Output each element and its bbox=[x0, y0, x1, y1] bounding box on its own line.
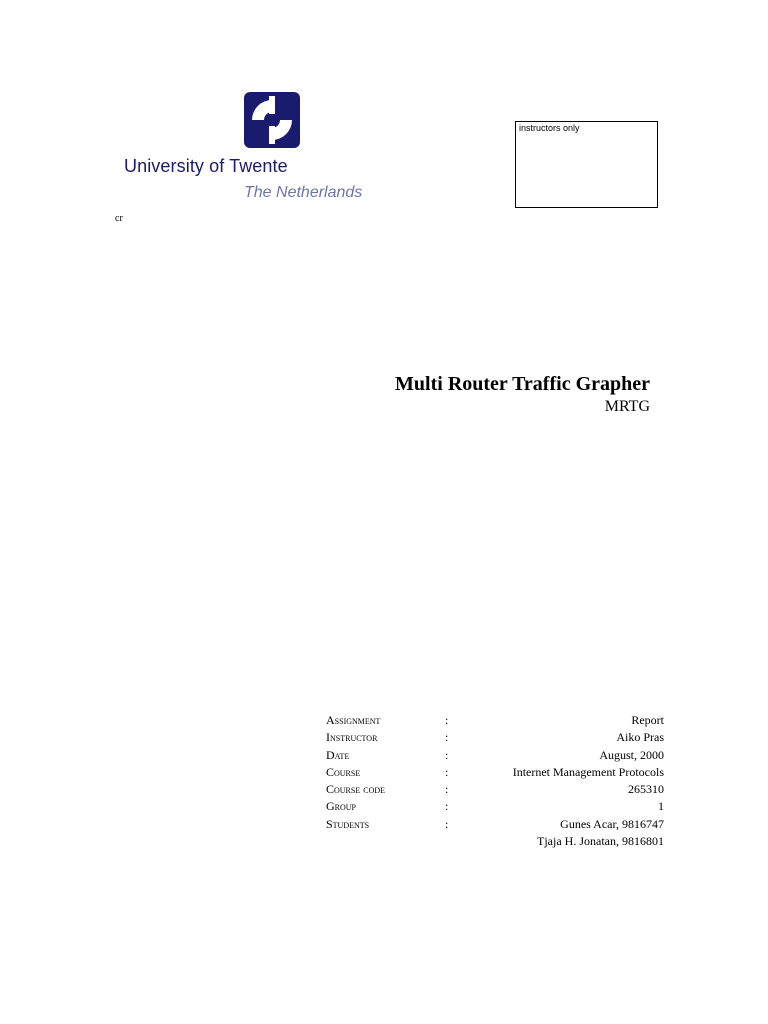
info-separator-empty bbox=[445, 834, 465, 851]
info-separator: : bbox=[445, 747, 449, 762]
info-separator: : bbox=[445, 713, 449, 727]
instructors-only-label: instructors only bbox=[519, 123, 580, 133]
info-separator: : bbox=[445, 782, 449, 797]
info-key: Students bbox=[326, 816, 370, 831]
instructors-only-box bbox=[515, 121, 658, 208]
small-mark: cr bbox=[115, 213, 123, 224]
info-value: Aiko Pras bbox=[616, 730, 664, 745]
info-value: 265310 bbox=[628, 782, 664, 797]
university-twente-emblem-icon bbox=[244, 92, 300, 148]
assignment-info-table bbox=[326, 713, 664, 851]
info-row-students-continued bbox=[326, 834, 664, 851]
document-title: Multi Router Traffic Grapher bbox=[395, 373, 650, 395]
info-row-instructor bbox=[326, 730, 664, 747]
info-separator: : bbox=[445, 799, 449, 814]
info-value: Tjaja H. Jonatan, 9816801 bbox=[537, 834, 664, 849]
info-value: August, 2000 bbox=[599, 747, 664, 762]
info-key: Course code bbox=[326, 782, 386, 797]
university-country: The Netherlands bbox=[244, 184, 363, 201]
university-logo bbox=[124, 92, 384, 208]
info-key: Course bbox=[326, 764, 361, 779]
info-separator: : bbox=[445, 764, 449, 779]
university-name: University of Twente bbox=[124, 156, 288, 176]
info-separator: : bbox=[445, 816, 449, 831]
info-value: 1 bbox=[658, 799, 664, 814]
document-subtitle: MRTG bbox=[604, 398, 650, 415]
info-key: Assignment bbox=[326, 713, 381, 727]
info-key: Date bbox=[326, 747, 350, 762]
info-row-students bbox=[326, 817, 664, 834]
info-row-course bbox=[326, 765, 664, 782]
info-value: Internet Management Protocols bbox=[512, 764, 664, 779]
info-value: Report bbox=[631, 713, 664, 727]
info-key: Group bbox=[326, 799, 357, 814]
info-row-group bbox=[326, 799, 664, 816]
info-key: Instructor bbox=[326, 730, 378, 745]
info-value: Gunes Acar, 9816747 bbox=[560, 816, 664, 831]
info-separator: : bbox=[445, 730, 449, 745]
info-row-assignment bbox=[326, 713, 664, 730]
info-key bbox=[326, 834, 445, 851]
info-row-date bbox=[326, 748, 664, 765]
info-row-course-code bbox=[326, 782, 664, 799]
